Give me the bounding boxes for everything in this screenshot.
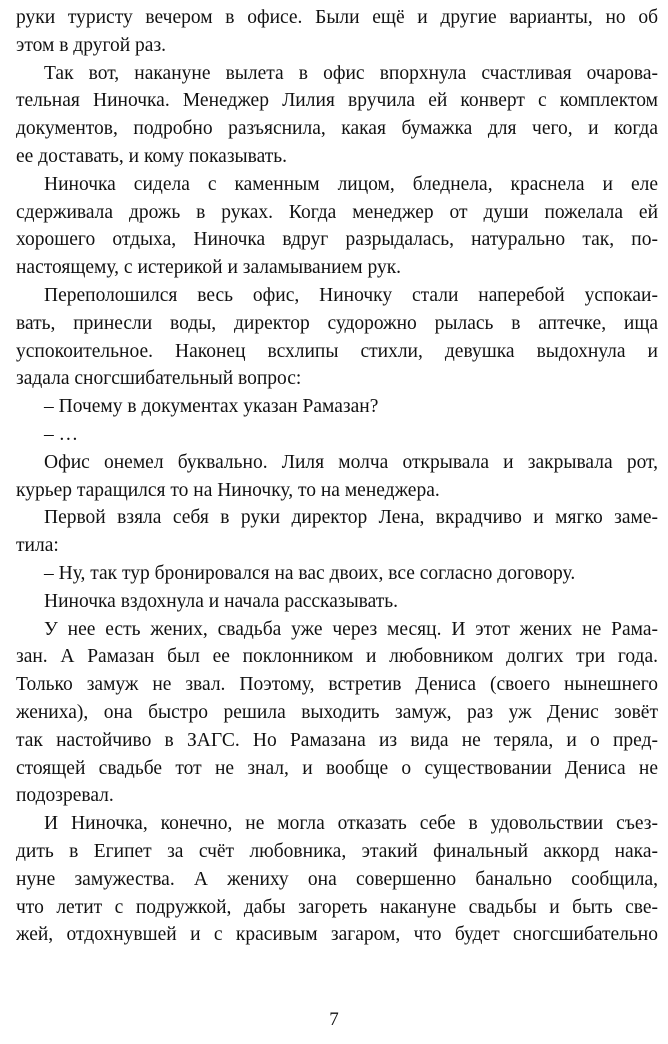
text-line: хорошего отдыха, Ниночка вдруг разрыдалась, натурально так, по-	[16, 229, 658, 251]
text-line: вать, принесли воды, директор судорожно рылась в аптечке, ища	[16, 312, 658, 334]
text-line: – Ну, так тур бронировался на вас двоих, все согласно договору.	[44, 562, 576, 584]
text-line: курьер таращился то на Ниночку, то на менеджера.	[16, 479, 440, 501]
text-line: У нее есть жених, свадьба уже через месяц. И этот жених не Рама-	[44, 618, 658, 640]
text-line: тила:	[16, 535, 59, 557]
text-line: что летит с подружкой, дабы загореть накануне свадьбы и быть све-	[16, 896, 658, 918]
text-line: руки туристу вечером в офисе. Были ещё и другие варианты, но об	[16, 7, 658, 28]
text-line: Первой взяла себя в руки директор Лена, вкрадчиво и мягко заме-	[44, 507, 658, 529]
text-line: документов, подробно разъяснила, какая бумажка для чего, и когда	[16, 118, 658, 140]
text-line: Переполошился весь офис, Ниночку стали наперебой успокаи-	[44, 284, 658, 306]
text-line: этом в другой раз.	[16, 34, 167, 56]
text-line: так настойчиво в ЗАГС. Но Рамазана из вида не теряла, и о пред-	[16, 729, 658, 751]
text-line: сдерживала дрожь в руках. Когда менеджер от души пожелала ей	[16, 201, 658, 223]
text-line: настоящему, с истерикой и заламыванием рук.	[16, 257, 402, 279]
text-line: И Ниночка, конечно, не могла отказать себе в удовольствии съез-	[44, 813, 658, 835]
text-line: зан. А Рамазан был ее поклонником и любовником долгих три года.	[16, 646, 658, 668]
text-line: – Почему в документах указан Рамазан?	[44, 396, 379, 418]
text-line: подозревал.	[16, 785, 114, 807]
text-line: ее доставать, и кому показывать.	[16, 145, 288, 167]
page-text-body	[16, 4, 658, 949]
text-line: Только замуж не звал. Поэтому, встретив Дениса (своего нынешнего	[16, 674, 658, 696]
text-line: успокоительное. Наконец всхлипы стихли, девушка выдохнула и	[16, 340, 658, 362]
text-line: нуне замужества. А жениху она совершенно банально сообщила,	[16, 868, 658, 890]
text-line: Ниночка сидела с каменным лицом, бледнела, краснела и еле	[44, 173, 658, 195]
text-line: жениха), она быстро решила выходить замуж, раз уж Денис зовёт	[16, 701, 658, 723]
text-line: – …	[44, 423, 79, 445]
text-line: Так вот, накануне вылета в офис впорхнула счастливая очарова-	[44, 62, 658, 84]
text-line: дить в Египет за счёт любовника, этакий финальный аккорд нака-	[16, 840, 658, 862]
page-number: 7	[329, 1009, 339, 1030]
text-line: Офис онемел буквально. Лиля молча открывала и закрывала рот,	[44, 451, 658, 473]
text-line: Ниночка вздохнула и начала рассказывать.	[44, 590, 399, 612]
text-line: задала сногсшибательный вопрос:	[16, 368, 302, 390]
text-line: стоящей свадьбе тот не знал, и вообще о существовании Дениса не	[16, 757, 658, 779]
text-line: тельная Ниночка. Менеджер Лилия вручила ей конверт с комплектом	[16, 90, 658, 112]
text-line: жей, отдохнувшей и с красивым загаром, что будет сногсшибательно	[16, 924, 658, 946]
